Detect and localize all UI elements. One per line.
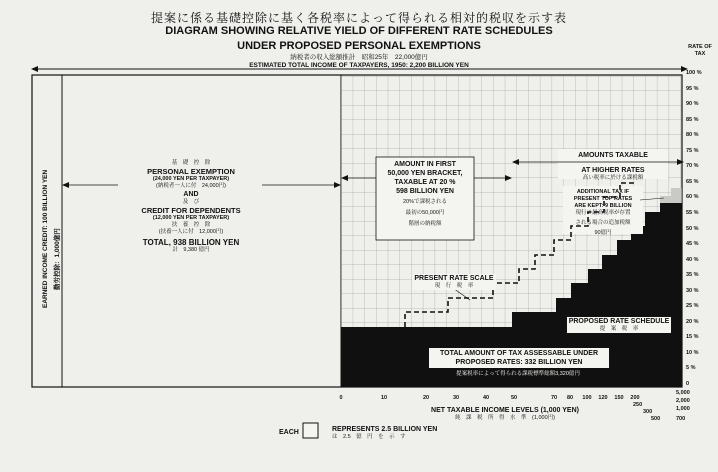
proposed-schedule-label xyxy=(566,316,672,334)
bracket-line-4: 598 BILLION YEN xyxy=(396,188,454,195)
rate-tick-label: 15 % xyxy=(686,334,699,341)
title-japanese: 提案に係る基礎控除に基く各税率によって得られる相対的税収を示す表 xyxy=(150,11,567,25)
rate-tick-label: 10 % xyxy=(686,349,699,356)
x-tick-label: 40 xyxy=(482,395,490,401)
legend-each: EACH xyxy=(279,429,299,436)
exemption-jp-2: (納税者一人に付 24,000円) xyxy=(156,183,226,189)
higher-rates-line-2: AT HIGHER RATES xyxy=(581,167,645,174)
earned-income-credit-jp: 勤労控除：1,000億円 xyxy=(54,228,61,290)
present-scale-label xyxy=(412,274,496,290)
rate-tick-label: 95 % xyxy=(686,85,699,92)
total-income-jp: 納税者の収入総額推計 昭和25年 22,000億円 xyxy=(290,54,428,61)
additional-tax-jp-2: される場合の追加税額 xyxy=(575,220,631,226)
x-stacked-label: 700 xyxy=(676,416,686,422)
exemption-box xyxy=(120,160,262,254)
exemption-jp-total: 計 9,380 億円 xyxy=(172,247,210,253)
legend-jp: は 2.5 億 円 を 示 す xyxy=(332,434,406,440)
additional-tax-line-1: ADDITIONAL TAX IF xyxy=(576,189,630,195)
exemption-jp-and: 及 び xyxy=(182,199,200,205)
additional-tax-label xyxy=(560,189,646,237)
exemption-jp-4: (扶養一人に付 12,000円) xyxy=(158,229,224,235)
rate-tick-label: 30 % xyxy=(686,287,699,294)
bracket-line-1: AMOUNT IN FIRST xyxy=(394,161,456,168)
legend-square xyxy=(303,423,318,438)
earned-income-credit-en: EARNED INCOME CREDIT: 100 BILLION YEN xyxy=(42,169,49,308)
x-stacked-label: 2,000 xyxy=(676,398,690,404)
x-tick-label: 80 xyxy=(566,395,574,401)
present-scale-en: PRESENT RATE SCALE xyxy=(414,275,494,282)
x-stacked-label: 500 xyxy=(651,416,661,422)
exemption-line-1: PERSONAL EXEMPTION xyxy=(147,167,235,176)
proposed-schedule-jp: 提 案 税 率 xyxy=(599,326,639,332)
additional-tax-line-3: ARE KEPT: 9 BILLION xyxy=(574,203,632,209)
bracket-jp-3: 階層の納税額 xyxy=(408,221,442,227)
rate-tick-label: 0 xyxy=(686,381,690,387)
bracket-line-2: 50,000 YEN BRACKET, xyxy=(387,170,463,177)
additional-tax-line-2: PRESENT TOP RATES xyxy=(573,196,633,202)
x-stacked-label: 5,000 xyxy=(676,390,690,396)
rate-tick-label: 25 % xyxy=(686,303,699,310)
rate-tick-label: 90 % xyxy=(686,101,699,108)
rate-tick-label: 20 % xyxy=(686,318,699,325)
exemption-jp-header: 基 礎 控 除 xyxy=(171,160,211,166)
higher-rates-label xyxy=(556,151,670,182)
rate-tick-label: 60 % xyxy=(686,194,699,201)
additional-tax-jp-1: 現行の最高税率が存置 xyxy=(575,210,631,216)
total-income-en: ESTIMATED TOTAL INCOME OF TAXPAYERS, 1950: 2,200 BILLION YEN xyxy=(249,62,469,69)
bracket-jp-2: 最初の50,000円 xyxy=(405,210,445,216)
total-tax-label xyxy=(428,347,610,369)
exemption-line-3: CREDIT FOR DEPENDENTS xyxy=(141,206,241,215)
present-scale-jp: 現 行 税 率 xyxy=(434,283,474,289)
exemption-jp-3: 扶 養 控 除 xyxy=(171,222,211,228)
rate-axis-header: RATE OF TAX xyxy=(688,44,712,57)
title-line-1: DIAGRAM SHOWING RELATIVE YIELD OF DIFFERENT RATE SCHEDULES xyxy=(165,25,553,37)
x-tick-label: 150 xyxy=(614,395,624,401)
x-tick-label: 200 xyxy=(630,395,640,401)
rate-tick-label: 80 % xyxy=(686,132,699,139)
exemption-and: AND xyxy=(183,191,199,198)
rate-tick-label: 100 % xyxy=(686,70,702,76)
exemption-line-2: (24,000 YEN PER TAXPAYER) xyxy=(152,176,230,182)
rate-tick-label: 45 % xyxy=(686,241,699,248)
rate-tick-label: 70 % xyxy=(686,163,699,170)
x-tick-label: 70 xyxy=(550,395,558,401)
additional-tax-jp-3: 90億円 xyxy=(594,230,612,236)
higher-rates-line-1: AMOUNTS TAXABLE xyxy=(578,152,648,159)
bracket-jp-1: 20%で課税される xyxy=(402,199,447,205)
rate-tick-label: 85 % xyxy=(686,116,699,123)
x-stacked-label: 300 xyxy=(643,409,653,415)
rate-tick-label: 55 % xyxy=(686,209,699,216)
legend-represents: REPRESENTS 2.5 BILLION YEN xyxy=(332,426,438,433)
x-tick-label: 30 xyxy=(452,395,460,401)
rate-tick-label: 5 % xyxy=(686,365,696,372)
title-line-2: UNDER PROPOSED PERSONAL EXEMPTIONS xyxy=(237,40,481,52)
rate-tick-label: 75 % xyxy=(686,147,699,154)
proposed-schedule-en: PROPOSED RATE SCHEDULE xyxy=(568,318,670,325)
rate-tick-label: 40 % xyxy=(686,256,699,263)
total-tax-line-1: TOTAL AMOUNT OF TAX ASSESSABLE UNDER xyxy=(439,350,599,357)
rate-tick-label: 50 % xyxy=(686,225,699,232)
rate-tick-label: 35 % xyxy=(686,272,699,279)
x-stacked-label: 250 xyxy=(633,402,643,408)
higher-rates-jp: 高い税率に於ける課税額 xyxy=(582,175,644,181)
x-tick-label: 100 xyxy=(582,395,592,401)
exemption-total: TOTAL, 938 BILLION YEN xyxy=(142,238,240,247)
total-tax-jp: 提案税率によって得られる課税標準総額3,320億円 xyxy=(456,371,580,377)
total-tax-line-2: PROPOSED RATES: 332 BILLION YEN xyxy=(455,359,583,366)
x-axis-title: NET TAXABLE INCOME LEVELS (1,000 YEN) xyxy=(431,407,579,414)
x-tick-label: 120 xyxy=(598,395,608,401)
rate-tick-label: 65 % xyxy=(686,178,699,185)
x-tick-label: 0 xyxy=(339,395,343,401)
exemption-line-4: (12,000 YEN PER TAXPAYER) xyxy=(152,215,230,221)
bracket-line-3: TAXABLE AT 20 % xyxy=(394,179,456,186)
x-tick-label: 20 xyxy=(422,395,430,401)
bracket-box-text xyxy=(377,160,473,228)
x-tick-label: 10 xyxy=(380,395,388,401)
x-tick-label: 50 xyxy=(510,395,518,401)
x-axis-title-jp: 純 課 税 所 得 水 準 (1,000円) xyxy=(455,415,555,421)
x-stacked-label: 1,000 xyxy=(676,406,690,412)
